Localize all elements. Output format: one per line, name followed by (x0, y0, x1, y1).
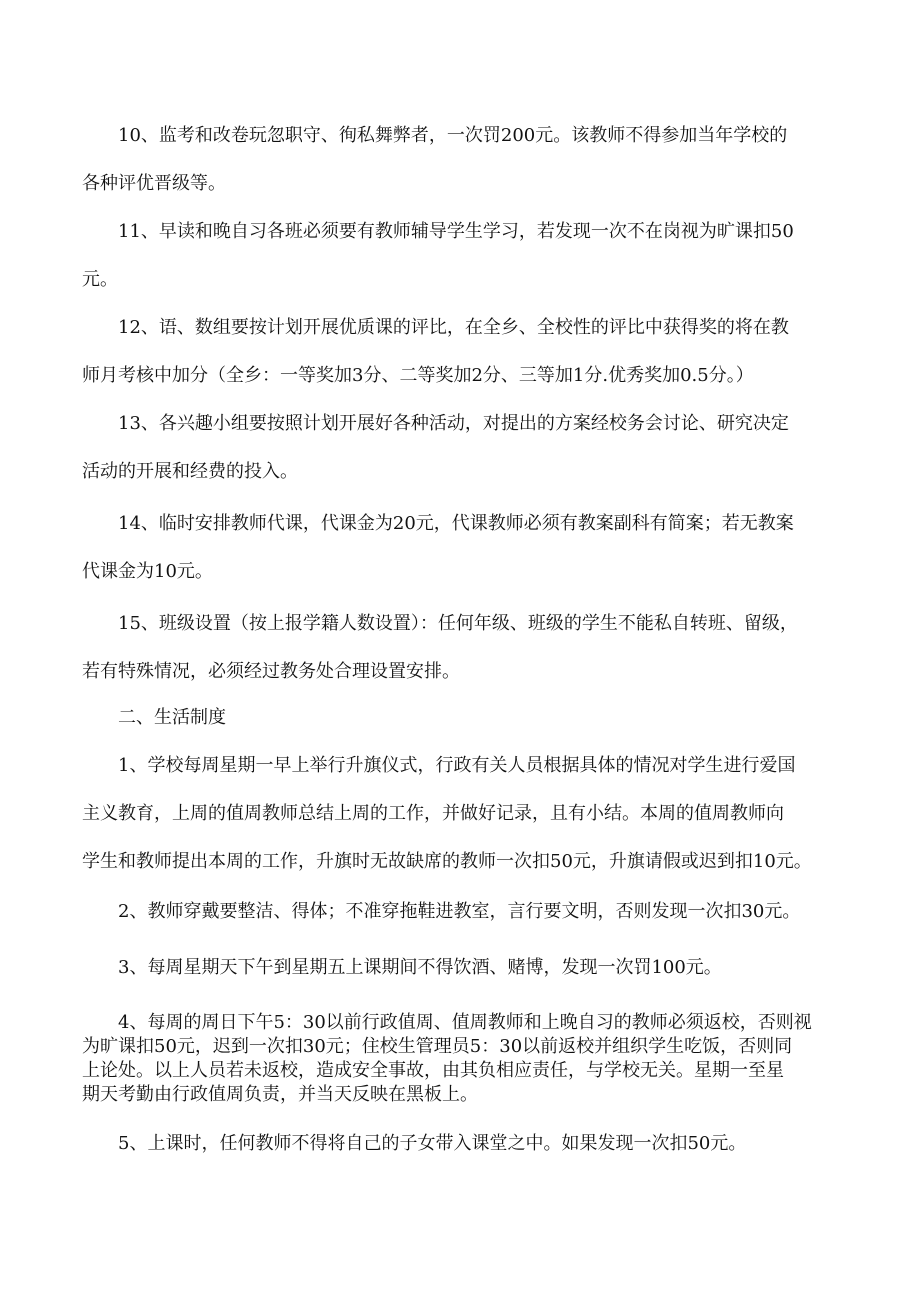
life-rule-2-paragraph (82, 888, 862, 936)
rule-10-line-1: 10、监考和改卷玩忽职守、徇私舞弊者，一次罚200元。该教师不得参加当年学校的 (118, 125, 788, 146)
life-rule-1-paragraph (82, 742, 862, 886)
rule-11-line-1: 11、早读和晚自习各班必须要有教师辅导学生学习，若发现一次不在岗视为旷课扣50 (118, 221, 794, 242)
rule-15-paragraph (82, 600, 862, 696)
rule-15-line-2: 若有特殊情况，必须经过教务处合理设置安排。 (82, 661, 460, 682)
rule-11-paragraph (82, 208, 862, 304)
life-rule-4-line-4: 期天考勤由行政值周负责，并当天反映在黑板上。 (82, 1084, 478, 1105)
rule-13-line-1: 13、各兴趣小组要按照计划开展好各种活动，对提出的方案经校务会讨论、研究决定 (118, 413, 789, 434)
rule-12-line-2: 师月考核中加分（全乡：一等奖加3分、二等奖加2分、三等加1分.优秀奖加0.5分。） (82, 365, 754, 386)
rule-14-line-2: 代课金为10元。 (82, 561, 213, 582)
life-rule-4-paragraph (82, 1011, 862, 1107)
life-rule-1-line-1: 1、学校每周星期一早上举行升旗仪式，行政有关人员根据具体的情况对学生进行爱国 (118, 755, 796, 776)
rule-11-line-2: 元。 (82, 269, 118, 290)
rule-14-line-1: 14、临时安排教师代课，代课金为20元，代课教师必须有教案副科有简案；若无教案 (118, 513, 794, 534)
life-rule-3-paragraph (82, 944, 862, 992)
life-rule-5-paragraph (82, 1120, 862, 1168)
life-rule-4-line-3: 上论处。以上人员若未返校，造成安全事故，由其负相应责任，与学校无关。星期一至星 (82, 1060, 784, 1081)
rule-15-line-1: 15、班级设置（按上报学籍人数设置）：任何年级、班级的学生不能私自转班、留级， (118, 613, 798, 634)
rule-10-line-2: 各种评优晋级等。 (82, 173, 226, 194)
life-rule-2-line-1: 2、教师穿戴要整洁、得体；不准穿拖鞋进教室，言行要文明，否则发现一次扣30元。 (118, 901, 801, 922)
rule-14-paragraph (82, 500, 862, 596)
rule-10-paragraph (82, 112, 862, 208)
life-rule-1-line-3: 学生和教师提出本周的工作，升旗时无故缺席的教师一次扣50元，升旗请假或迟到扣10元。 (82, 851, 812, 872)
life-rule-3-line-1: 3、每周星期天下午到星期五上课期间不得饮酒、赌博，发现一次罚100元。 (118, 957, 722, 978)
rule-12-line-1: 12、语、数组要按计划开展优质课的评比，在全乡、全校性的评比中获得奖的将在教 (118, 317, 789, 338)
section-heading-text: 二、生活制度 (118, 707, 226, 728)
life-rule-5-line-1: 5、上课时，任何教师不得将自己的子女带入课堂之中。如果发现一次扣50元。 (118, 1133, 747, 1154)
life-rule-4-line-2: 为旷课扣50元，迟到一次扣30元；住校生管理员5：30以前返校并组织学生吃饭，否则同 (82, 1036, 793, 1057)
life-rule-1-line-2: 主义教育，上周的值周教师总结上周的工作，并做好记录，且有小结。本周的值周教师向 (82, 803, 784, 824)
life-rule-4-line-1: 4、每周的周日下午5：30以前行政值周、值周教师和上晚自习的教师必须返校，否则视 (118, 1012, 812, 1033)
section-heading-life-rules (82, 694, 862, 742)
rule-13-paragraph (82, 400, 862, 496)
rule-13-line-2: 活动的开展和经费的投入。 (82, 461, 298, 482)
rule-12-paragraph (82, 304, 862, 400)
